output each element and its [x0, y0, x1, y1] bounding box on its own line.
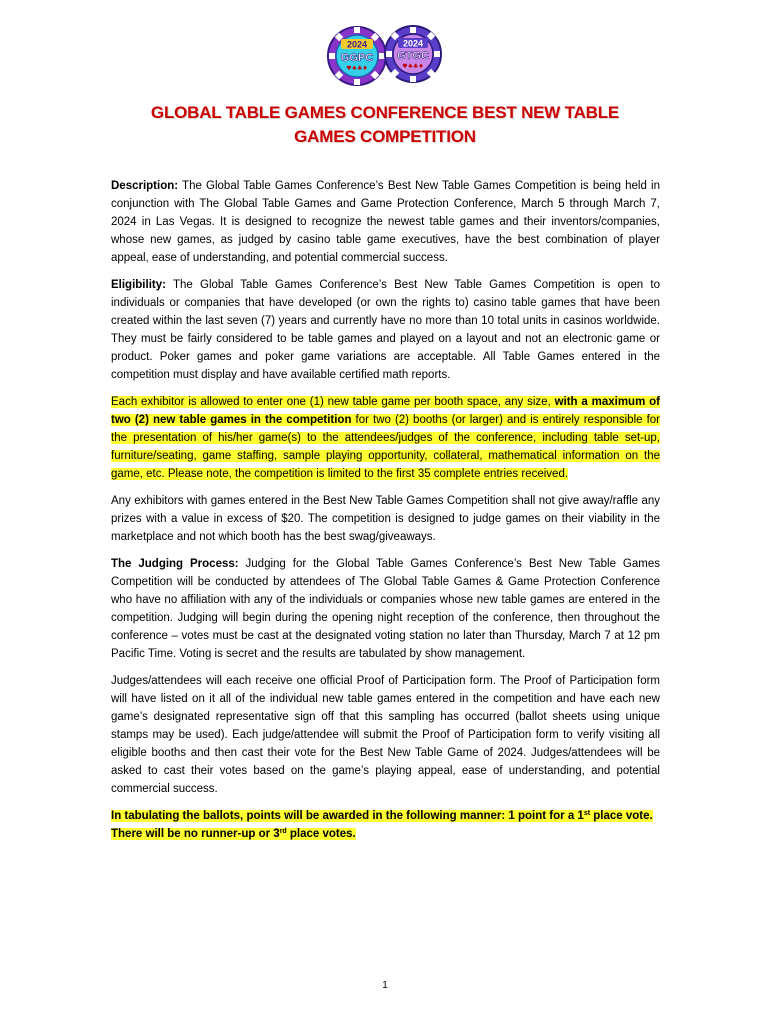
- tabulating-sup-a: st: [583, 810, 591, 817]
- judging-paragraph: [111, 555, 660, 663]
- document-title: [100, 101, 670, 149]
- title-line-1: GLOBAL TABLE GAMES CONFERENCE BEST NEW TABLE: [150, 103, 620, 122]
- exhibitor-text-a: Each exhibitor is allowed to enter one (1) new table game per booth space, any size,: [111, 396, 555, 408]
- eligibility-label: Eligibility:: [111, 279, 166, 291]
- poker-chip-logos: [327, 25, 445, 87]
- gtgc-name: GTGC: [397, 50, 429, 62]
- participation-paragraph: [111, 672, 660, 798]
- ggpc-chip-logo: [328, 27, 386, 85]
- exhibitor-paragraph: [111, 393, 660, 483]
- participation-text: Judges/attendees will each receive one official Proof of Participation form. The Proof of Participation form will have listed on it all of the individual new table games entered in the competition and have each new game’s designated representative sign off that this sampling has occurred (ballot sheets using unique stamps may be used). Each judge/attendee will submit the Proof of Participation form to verify visiting all eligible booths and then cast their vote for the Best New Table Game of 2024. Judges/attendees will be asked to cast their votes based on the game’s playing appeal, ease of understanding, and potential commercial success.: [111, 675, 660, 795]
- tabulating-text-c: place votes.: [286, 828, 356, 840]
- description-label: Description:: [111, 180, 179, 192]
- ggpc-suits: ♥♠♣♦: [346, 65, 368, 72]
- ggpc-name: GGPC: [340, 52, 374, 64]
- gtgc-suits: ♥♠♣♦: [402, 63, 424, 70]
- document-body: [111, 177, 660, 852]
- description-paragraph: [111, 177, 660, 267]
- prizes-paragraph: [111, 492, 660, 546]
- gtgc-chip-logo: [385, 26, 441, 82]
- ggpc-year: 2024: [346, 39, 368, 50]
- judging-text: Judging for the Global Table Games Conference’s Best New Table Games Competition will be conducted by attendees of The Global Table Games & Game Protection Conference who have no affiliation with any of the individuals or companies whose new table games are entered in the competition. Judging will begin during the opening night reception of the conference, then throughout the conference – votes must be cast at the designated voting station no later than Thursday, March 7 at 12 pm Pacific Time. Voting is secret and the results are tabulated by show management.: [111, 558, 660, 660]
- page-number: 1: [382, 980, 388, 991]
- exhibitor-bold: with a maximum of two (2) new table games in the competition: [111, 396, 660, 426]
- exhibitor-text-b: for two (2) booths (or larger) and is entirely responsible for the presentation of his/her game(s) to the attendees/judges of the conference, including table set-up, furniture/seating, game staffing, sample playing opportunity, collateral, mathematical information on the game, etc. Please note, the competition is limited to the first 35 complete entries received.: [111, 414, 660, 480]
- tabulating-text-a: In tabulating the ballots, points will be awarded in the following manner: 1 point for a 1: [111, 810, 584, 822]
- title-line-2: GAMES COMPETITION: [294, 127, 476, 146]
- eligibility-paragraph: [111, 276, 660, 384]
- tabulating-paragraph: [111, 807, 660, 843]
- eligibility-text: The Global Table Games Conference’s Best New Table Games Competition is open to individuals or companies that have developed (or own the rights to) casino table games that have been created within the last seven (7) years and currently have no more than 10 total units in casinos worldwide. They must be fairly considered to be table games and played on a layout and not an electronic game or product. Poker games and poker game variations are acceptable. All Table Games entered in the competition must display and have available certified math reports.: [111, 279, 660, 381]
- judging-label: The Judging Process:: [111, 558, 239, 570]
- tabulating-text-b: place vote. There will be no runner-up or 3: [111, 810, 653, 840]
- description-text: The Global Table Games Conference’s Best New Table Games Competition is being held in conjunction with The Global Table Games and Game Protection Conference, March 5 through March 7, 2024 in Las Vegas. It is designed to recognize the newest table games and their inventors/companies, whose new games, as judged by casino table game executives, have the best combination of player appeal, ease of understanding, and potential commercial success.: [111, 180, 660, 264]
- prizes-text: Any exhibitors with games entered in the Best New Table Games Competition shall not give away/raffle any prizes with a value in excess of $20. The competition is designed to judge games on their viability in the marketplace and not which booth has the best swag/giveaways.: [111, 495, 660, 543]
- conference-logos: [327, 25, 445, 87]
- gtgc-year: 2024: [402, 38, 424, 49]
- tabulating-sup-b: rd: [279, 828, 287, 835]
